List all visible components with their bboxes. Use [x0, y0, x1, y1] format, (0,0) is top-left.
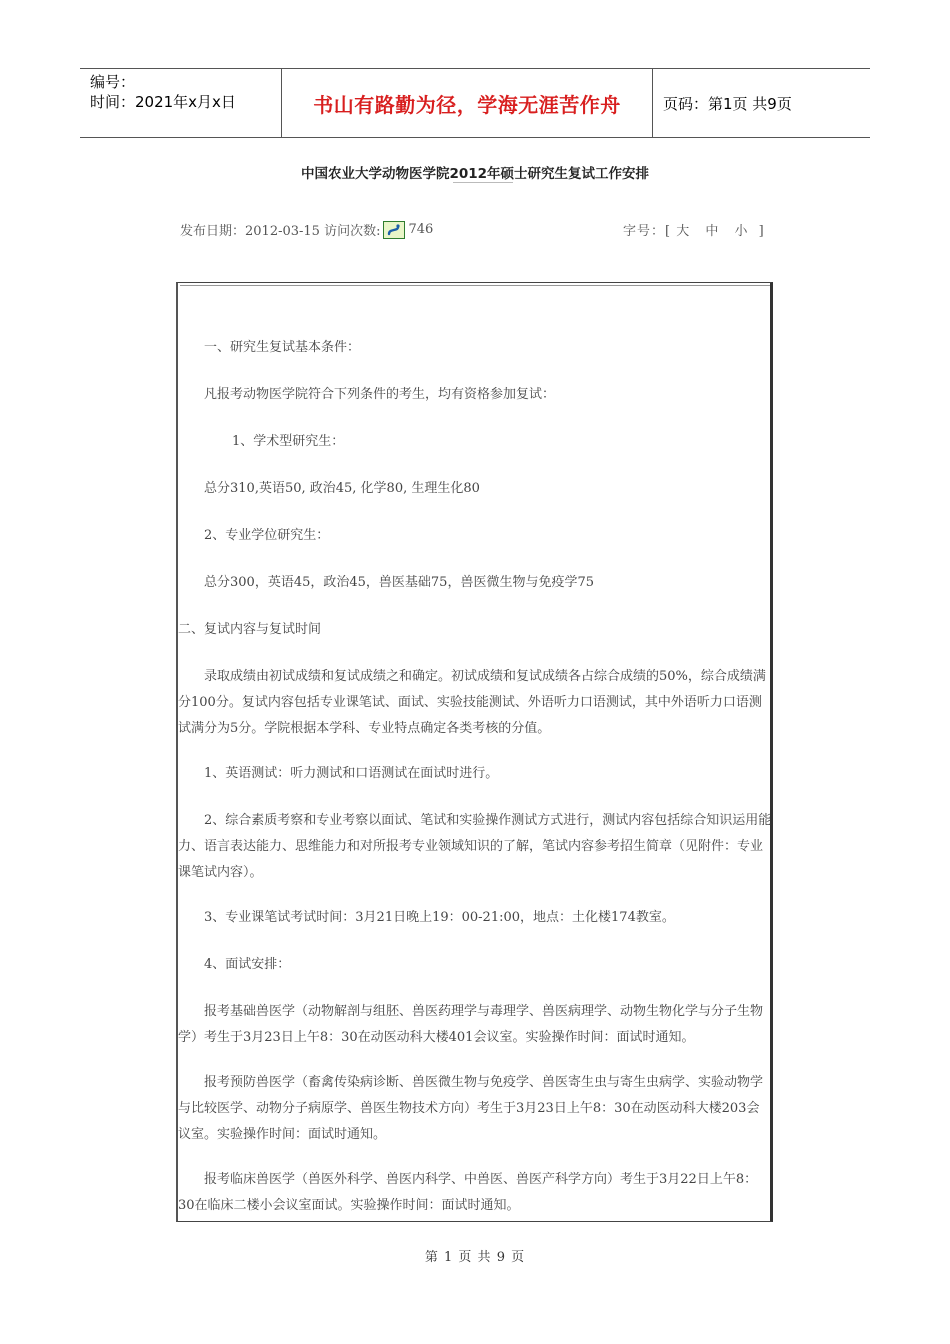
document-time-label: 时间：2021年x月x日	[90, 93, 236, 111]
section1-item1-scores: 总分310,英语50, 政治45, 化学80, 生理生化80	[204, 481, 480, 496]
section2-intro: 录取成绩由初试成绩和复试成绩之和确定。初试成绩和复试成绩各占综合成绩的50%，综合成绩满分100分。复试内容包括专业课笔试、面试、实验技能测试、外语听力口语测试，其中外语听力口语测试满分为5分。学院根据本学科、专业特点确定各类考核的分值。	[178, 669, 766, 736]
document-number-label: 编号：	[90, 73, 136, 91]
section2-item2: 2、综合素质考察和专业考察以面试、笔试和实验操作测试方式进行，测试内容包括综合知识运用能力、语言表达能力、思维能力和对所报考专业领域知识的了解，笔试内容参考招生简章（见附件：专业课笔试内容）。	[178, 813, 772, 880]
section1-intro: 凡报考动物医学院符合下列条件的考生，均有资格参加复试：	[204, 387, 556, 402]
publish-meta	[180, 220, 433, 239]
header-motto: 书山有路勤为径，学海无涯苦作舟	[281, 69, 653, 137]
page-footer: 第 1 页 共 9 页	[424, 1250, 526, 1265]
visit-count: 746	[408, 222, 434, 237]
section2-item3: 3、专业课笔试考试时间：3月21日晚上19：00-21:00，地点：土化楼174教室。	[204, 910, 675, 925]
section2-item4: 4、面试安排：	[204, 957, 291, 972]
interview-clinic: 报考临床兽医学（兽医外科学、兽医内科学、中兽医、兽医产科学方向）考生于3月22日上午8：30在临床二楼小会议室面试。实验操作时间：面试时通知。	[178, 1172, 758, 1213]
section1-item1-title: 1、学术型研究生：	[232, 434, 345, 449]
publish-info: 发布日期：2012-03-15 访问次数:	[180, 224, 381, 239]
section1-item2-scores: 总分300，英语45，政治45，兽医基础75，兽医微生物与免疫学75	[204, 575, 594, 590]
content-top-rule	[180, 285, 770, 286]
header-left-cell	[80, 69, 281, 137]
font-size-options[interactable]: 大 中 小	[676, 224, 754, 239]
content-box	[176, 282, 773, 1222]
font-size-switcher	[623, 220, 765, 239]
section2-heading: 二、复试内容与复试时间	[178, 622, 322, 637]
document-title: 中国农业大学动物医学院2012年硕士研究生复试工作安排	[300, 166, 650, 182]
interview-basic: 报考基础兽医学（动物解剖与组胚、兽医药理学与毒理学、兽医病理学、动物生物化学与分子生物学）考生于3月23日上午8：30在动医动科大楼401会议室。实验操作时间：面试时通知。	[178, 1004, 764, 1045]
font-size-close: ]	[758, 224, 765, 239]
header-table	[80, 68, 870, 138]
section2-item1: 1、英语测试：听力测试和口语测试在面试时进行。	[204, 766, 499, 781]
title-underline	[453, 182, 513, 183]
font-size-label: 字号：[	[623, 224, 672, 239]
section1-heading: 一、研究生复试基本条件：	[204, 340, 361, 355]
header-page-info: 页码：第1页 共9页	[663, 94, 792, 113]
section1-item2-title: 2、专业学位研究生：	[204, 528, 330, 543]
visit-counter-icon	[383, 221, 405, 239]
interview-prevent: 报考预防兽医学（畜禽传染病诊断、兽医微生物与免疫学、兽医寄生虫与寄生虫病学、实验动物学与比较医学、动物分子病原学、兽医生物技术方向）考生于3月23日上午8：30在动医动科大楼203会议室。实验操作时间：面试时通知。	[178, 1075, 764, 1142]
